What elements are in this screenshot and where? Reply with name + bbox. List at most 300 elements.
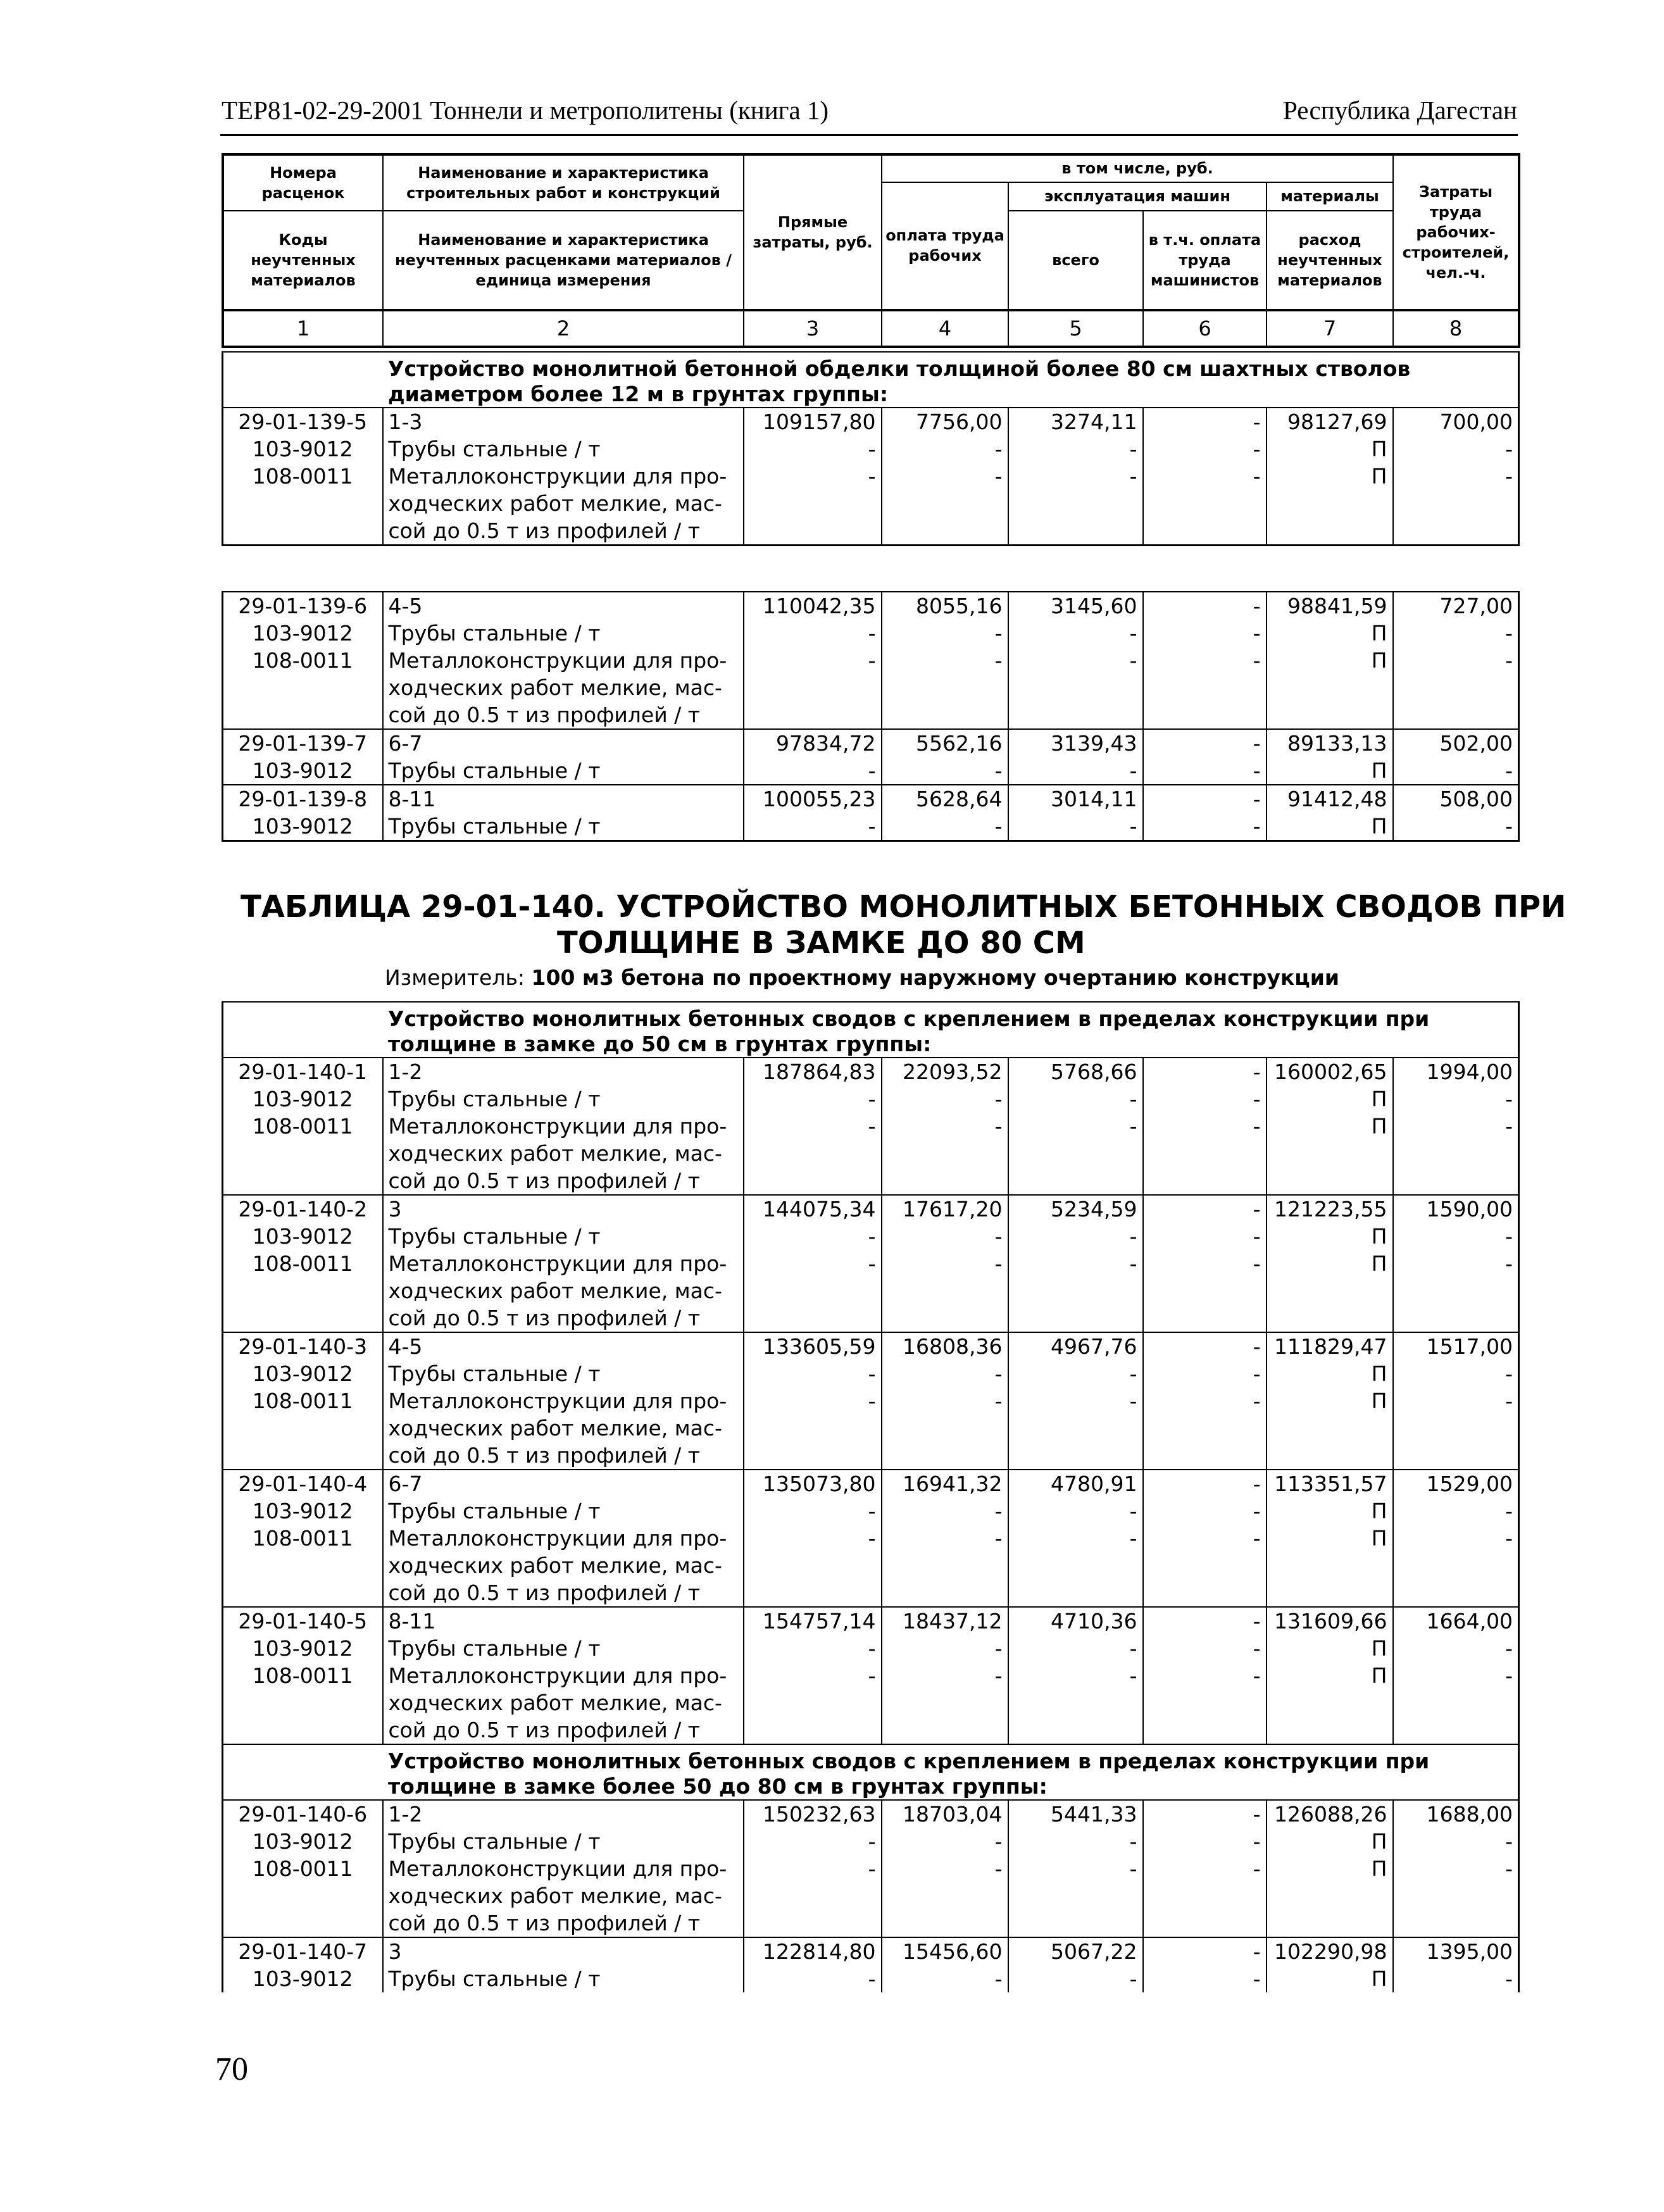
code-cell: 103-9012 (252, 437, 353, 461)
labor-hours-cell: - (1505, 1856, 1513, 1881)
operator-pay-cell: - (1143, 1085, 1267, 1113)
operator-pay-cell: - (1143, 1965, 1267, 1992)
col-number: 8 (1393, 310, 1519, 347)
material-row (223, 1965, 1519, 1992)
labor-hours-cell: 502,00 (1393, 729, 1519, 757)
rate-row (223, 1937, 1519, 1965)
labor-hours-cell: 1395,00 (1393, 1937, 1519, 1965)
col8-header: Затраты труда рабочих-строителей, чел.-ч. (1393, 154, 1519, 310)
direct-cost-cell: - (744, 1223, 882, 1250)
name-cell: Трубы стальные / т (383, 757, 744, 785)
labor-pay-cell: 16941,32 (882, 1470, 1008, 1497)
materials-cell: П (1267, 463, 1393, 546)
labor-hours-cell: 1664,00 (1393, 1607, 1519, 1635)
header-rule (220, 134, 1518, 136)
material-row (223, 1250, 1519, 1332)
name-cell: Металлоконструкции для про- ходческих работ мелкие, мас- сой до 0.5 т из профилей / т (383, 1525, 744, 1607)
labor-hours-cell: - (1505, 1114, 1513, 1139)
rate-row (223, 1195, 1519, 1223)
machines-total-cell: 5768,66 (1008, 1058, 1143, 1085)
section-139-continued-table (222, 591, 1520, 842)
code-cell: 108-0011 (252, 648, 353, 673)
rate-row (223, 729, 1519, 757)
code-cell: 29-01-140-4 (223, 1470, 383, 1497)
materials-cell: П (1267, 1635, 1393, 1662)
materials-cell: 131609,66 (1267, 1607, 1393, 1635)
machines-total-cell: 5441,33 (1008, 1800, 1143, 1828)
name-cell: 1-2 (383, 1058, 744, 1085)
direct-cost-cell: 150232,63 (744, 1800, 882, 1828)
operator-pay-cell: - (1143, 1113, 1267, 1195)
direct-cost-cell: - (744, 1497, 882, 1525)
name-cell: Металлоконструкции для про- ходческих работ мелкие, мас- сой до 0.5 т из профилей / т (383, 463, 744, 546)
operator-pay-cell: - (1143, 757, 1267, 785)
machines-total-cell: 4967,76 (1008, 1332, 1143, 1360)
name-cell: 1-3 (383, 408, 744, 435)
labor-hours-cell: - (1505, 1251, 1513, 1276)
materials-cell: П (1267, 1113, 1393, 1195)
code-cell: 108-0011 (252, 1856, 353, 1881)
machines-total-cell: 4780,91 (1008, 1470, 1143, 1497)
rate-row (223, 1470, 1519, 1497)
labor-hours-cell: - (1505, 1499, 1513, 1523)
material-row (223, 463, 1519, 546)
machines-total-cell: - (1008, 813, 1143, 841)
name-cell: Трубы стальные / т (383, 813, 744, 841)
materials-cell: П (1267, 1525, 1393, 1607)
material-row (223, 1855, 1519, 1937)
operator-pay-cell: - (1143, 729, 1267, 757)
direct-cost-cell: - (744, 757, 882, 785)
name-cell: Трубы стальные / т (383, 1497, 744, 1525)
materials-cell: 98841,59 (1267, 592, 1393, 620)
operator-pay-cell: - (1143, 1937, 1267, 1965)
machines-total-cell: - (1008, 647, 1143, 729)
code-cell: 108-0011 (252, 1114, 353, 1139)
direct-cost-cell: - (744, 435, 882, 463)
material-row (223, 1387, 1519, 1470)
section-139-large-shafts-table (222, 351, 1520, 546)
machines-total-cell: 5067,22 (1008, 1937, 1143, 1965)
labor-pay-cell: 8055,16 (882, 592, 1008, 620)
labor-hours-cell: 727,00 (1393, 592, 1519, 620)
labor-hours-cell: - (1505, 1829, 1513, 1854)
materials-cell: П (1267, 435, 1393, 463)
operator-pay-cell: - (1143, 1635, 1267, 1662)
code-cell: 108-0011 (252, 1389, 353, 1413)
direct-cost-cell: 133605,59 (744, 1332, 882, 1360)
table-140-body (222, 1001, 1520, 1992)
code-cell: 108-0011 (223, 463, 383, 546)
labor-pay-cell: 7756,00 (882, 408, 1008, 435)
operator-pay-cell: - (1143, 813, 1267, 841)
direct-cost-cell: - (744, 1085, 882, 1113)
code-cell: 103-9012 (252, 1966, 353, 1991)
labor-hours-cell: - (1505, 1389, 1513, 1413)
page-number: 70 (215, 2051, 248, 2087)
col-number: 6 (1143, 310, 1267, 347)
material-row (223, 435, 1519, 463)
rate-row (223, 1058, 1519, 1085)
section-heading: Устройство монолитных бетонных сводов с креплением в пределах конструкции при толщине в замке более 50 до 80 см в грунтах группы: (223, 1744, 1519, 1800)
name-cell: Трубы стальные / т (383, 620, 744, 647)
material-row (223, 813, 1519, 841)
direct-cost-cell: - (744, 1828, 882, 1855)
machines-header: эксплуатация машин (1008, 182, 1267, 211)
code-cell: 103-9012 (252, 758, 353, 783)
code-cell: 29-01-139-7 (223, 729, 383, 757)
labor-pay-cell: 18703,04 (882, 1800, 1008, 1828)
machines-total-cell: - (1008, 620, 1143, 647)
machines-total-cell: 3274,11 (1008, 408, 1143, 435)
code-cell: 103-9012 (252, 1361, 353, 1386)
labor-pay-cell: 22093,52 (882, 1058, 1008, 1085)
direct-cost-cell: 109157,80 (744, 408, 882, 435)
materials-cell: П (1267, 1497, 1393, 1525)
machines-total-cell: - (1008, 463, 1143, 546)
name-cell: Трубы стальные / т (383, 1360, 744, 1387)
labor-pay-cell: 5562,16 (882, 729, 1008, 757)
materials-cell: П (1267, 1360, 1393, 1387)
materials-cell: П (1267, 1855, 1393, 1937)
material-row (223, 1113, 1519, 1195)
material-row (223, 757, 1519, 785)
col-number: 5 (1008, 310, 1143, 347)
labor-pay-cell: 5628,64 (882, 785, 1008, 813)
labor-hours-cell: - (1505, 758, 1513, 783)
labor-pay-cell: - (882, 1828, 1008, 1855)
operator-pay-cell: - (1143, 1332, 1267, 1360)
rate-row (223, 1800, 1519, 1828)
labor-pay-cell: 18437,12 (882, 1607, 1008, 1635)
material-row (223, 620, 1519, 647)
name-cell: Трубы стальные / т (383, 1635, 744, 1662)
labor-hours-cell: - (1505, 1361, 1513, 1386)
machines-total-cell: - (1008, 757, 1143, 785)
code-cell: 29-01-140-6 (223, 1800, 383, 1828)
materials-cell: П (1267, 1662, 1393, 1744)
name-cell: Металлоконструкции для про- ходческих работ мелкие, мас- сой до 0.5 т из профилей / т (383, 647, 744, 729)
direct-cost-cell: - (744, 647, 882, 729)
materials-cell: 113351,57 (1267, 1470, 1393, 1497)
col2-bottom-header: Наименование и характеристика неучтенных расценками материалов / единица измерения (383, 211, 744, 310)
operator-pay-cell: - (1143, 408, 1267, 435)
machines-total-cell: 4710,36 (1008, 1607, 1143, 1635)
labor-hours-cell: 508,00 (1393, 785, 1519, 813)
direct-cost-cell: 144075,34 (744, 1195, 882, 1223)
col5-header: всего (1008, 211, 1143, 310)
labor-hours-cell: 1994,00 (1393, 1058, 1519, 1085)
machines-total-cell: - (1008, 1085, 1143, 1113)
name-cell: Трубы стальные / т (383, 1223, 744, 1250)
name-cell: Трубы стальные / т (383, 1085, 744, 1113)
labor-pay-cell: - (882, 1387, 1008, 1470)
rate-row (223, 408, 1519, 435)
labor-pay-cell: - (882, 1360, 1008, 1387)
name-cell: Металлоконструкции для про- ходческих работ мелкие, мас- сой до 0.5 т из профилей / т (383, 1387, 744, 1470)
labor-hours-cell: 1517,00 (1393, 1332, 1519, 1360)
labor-pay-cell: - (882, 647, 1008, 729)
machines-total-cell: - (1008, 1525, 1143, 1607)
name-cell: 8-11 (383, 1607, 744, 1635)
direct-cost-cell: - (744, 463, 882, 546)
machines-total-cell: 3145,60 (1008, 592, 1143, 620)
materials-cell: 102290,98 (1267, 1937, 1393, 1965)
name-cell: 3 (383, 1937, 744, 1965)
materials-cell: 98127,69 (1267, 408, 1393, 435)
col7-header: расход неучтенных материалов (1267, 211, 1393, 310)
material-row (223, 1085, 1519, 1113)
name-cell: 4-5 (383, 592, 744, 620)
direct-cost-cell: 135073,80 (744, 1470, 882, 1497)
materials-cell: 160002,65 (1267, 1058, 1393, 1085)
labor-hours-cell: - (1505, 621, 1513, 646)
operator-pay-cell: - (1143, 1497, 1267, 1525)
materials-header: материалы (1267, 182, 1393, 211)
material-row (223, 1497, 1519, 1525)
code-cell: 103-9012 (252, 1499, 353, 1523)
machines-total-cell: - (1008, 1635, 1143, 1662)
code-cell: 103-9012 (252, 1087, 353, 1111)
col-number: 3 (744, 310, 882, 347)
code-cell: 103-9012 (252, 1224, 353, 1249)
machines-total-cell: - (1008, 1113, 1143, 1195)
machines-total-cell: - (1008, 1387, 1143, 1470)
operator-pay-cell: - (1143, 1607, 1267, 1635)
operator-pay-cell: - (1143, 1387, 1267, 1470)
labor-hours-cell: - (1505, 437, 1513, 461)
direct-cost-cell: 110042,35 (744, 592, 882, 620)
operator-pay-cell: - (1143, 1223, 1267, 1250)
running-header-region: Республика Дагестан (1283, 96, 1517, 125)
direct-cost-cell: 122814,80 (744, 1937, 882, 1965)
col2-top-header: Наименование и характеристика строительных работ и конструкций (383, 154, 744, 211)
direct-cost-cell: - (744, 620, 882, 647)
table-140-title-line2: ТОЛЩИНЕ В ЗАМКЕ ДО 80 СМ (557, 925, 1085, 961)
name-cell: 8-11 (383, 785, 744, 813)
measure-value: 100 м3 бетона по проектному наружному очертанию конструкции (531, 965, 1339, 990)
operator-pay-cell: - (1143, 463, 1267, 546)
materials-cell: 89133,13 (1267, 729, 1393, 757)
name-cell: Трубы стальные / т (383, 1965, 744, 1992)
operator-pay-cell: - (1143, 1470, 1267, 1497)
labor-pay-cell: - (882, 1497, 1008, 1525)
machines-total-cell: - (1008, 1828, 1143, 1855)
labor-pay-cell: - (882, 1662, 1008, 1744)
machines-total-cell: - (1008, 1250, 1143, 1332)
col4-header: оплата труда рабочих (882, 182, 1008, 310)
materials-cell: П (1267, 813, 1393, 841)
code-cell: 29-01-139-6 (223, 592, 383, 620)
machines-total-cell: 5234,59 (1008, 1195, 1143, 1223)
machines-total-cell: 3139,43 (1008, 729, 1143, 757)
machines-total-cell: - (1008, 1855, 1143, 1937)
code-cell: 108-0011 (252, 1663, 353, 1688)
operator-pay-cell: - (1143, 1058, 1267, 1085)
code-cell: 108-0011 (252, 1526, 353, 1551)
materials-cell: 111829,47 (1267, 1332, 1393, 1360)
operator-pay-cell: - (1143, 785, 1267, 813)
measure-label: Измеритель: (385, 965, 525, 990)
labor-hours-cell: 1688,00 (1393, 1800, 1519, 1828)
col-number: 7 (1267, 310, 1393, 347)
materials-cell: 126088,26 (1267, 1800, 1393, 1828)
direct-cost-cell: 154757,14 (744, 1607, 882, 1635)
operator-pay-cell: - (1143, 1525, 1267, 1607)
labor-pay-cell: 17617,20 (882, 1195, 1008, 1223)
name-cell: 4-5 (383, 1332, 744, 1360)
rate-row (223, 592, 1519, 620)
labor-pay-cell: - (882, 1250, 1008, 1332)
machines-total-cell: - (1008, 1965, 1143, 1992)
labor-pay-cell: - (882, 1085, 1008, 1113)
operator-pay-cell: - (1143, 1662, 1267, 1744)
direct-cost-cell: - (744, 1855, 882, 1937)
col3-header: Прямые затраты, руб. (744, 154, 882, 310)
direct-cost-cell: - (744, 1965, 882, 1992)
labor-pay-cell: - (882, 757, 1008, 785)
material-row (223, 647, 1519, 729)
operator-pay-cell: - (1143, 435, 1267, 463)
labor-hours-cell: - (1505, 1224, 1513, 1249)
labor-pay-cell: - (882, 1525, 1008, 1607)
direct-cost-cell: - (744, 1113, 882, 1195)
materials-cell: П (1267, 1085, 1393, 1113)
direct-cost-cell: - (744, 1525, 882, 1607)
rate-row (223, 1607, 1519, 1635)
table-140-title-line1: ТАБЛИЦА 29-01-140. УСТРОЙСТВО МОНОЛИТНЫХ БЕТОННЫХ СВОДОВ ПРИ (241, 889, 1567, 925)
operator-pay-cell: - (1143, 1800, 1267, 1828)
code-cell: 29-01-140-2 (223, 1195, 383, 1223)
labor-pay-cell: - (882, 435, 1008, 463)
machines-total-cell: 3014,11 (1008, 785, 1143, 813)
material-row (223, 1525, 1519, 1607)
section-heading: Устройство монолитной бетонной обделки толщиной более 80 см шахтных стволов диаметром более 12 м в грунтах группы: (223, 352, 1519, 408)
col-number: 4 (882, 310, 1008, 347)
machines-total-cell: - (1008, 1497, 1143, 1525)
materials-cell: П (1267, 1965, 1393, 1992)
operator-pay-cell: - (1143, 1250, 1267, 1332)
labor-hours-cell: - (1505, 1526, 1513, 1551)
machines-total-cell: - (1008, 435, 1143, 463)
code-cell: 29-01-140-5 (223, 1607, 383, 1635)
labor-hours-cell: 1590,00 (1393, 1195, 1519, 1223)
labor-hours-cell: - (1505, 1636, 1513, 1661)
name-cell: 6-7 (383, 729, 744, 757)
labor-hours-cell: - (1393, 463, 1519, 546)
col-number: 1 (223, 310, 383, 347)
materials-cell: 121223,55 (1267, 1195, 1393, 1223)
col-number: 2 (383, 310, 744, 347)
operator-pay-cell: - (1143, 1195, 1267, 1223)
materials-cell: П (1267, 647, 1393, 729)
labor-hours-cell: 700,00 (1393, 408, 1519, 435)
labor-pay-cell: - (882, 1113, 1008, 1195)
labor-hours-cell: - (1393, 813, 1519, 841)
code-cell: 29-01-140-7 (223, 1937, 383, 1965)
material-row (223, 1662, 1519, 1744)
column-header-table (222, 153, 1520, 348)
rate-row (223, 785, 1519, 813)
code-cell: 103-9012 (223, 813, 383, 841)
including-header: в том числе, руб. (882, 154, 1393, 182)
section-heading: Устройство монолитных бетонных сводов с креплением в пределах конструкции при толщине в замке до 50 см в грунтах группы: (223, 1002, 1519, 1058)
code-cell: 103-9012 (252, 621, 353, 646)
code-cell: 29-01-140-3 (223, 1332, 383, 1360)
name-cell: Трубы стальные / т (383, 1828, 744, 1855)
labor-pay-cell: - (882, 813, 1008, 841)
operator-pay-cell: - (1143, 1828, 1267, 1855)
operator-pay-cell: - (1143, 1360, 1267, 1387)
direct-cost-cell: - (744, 1250, 882, 1332)
material-row (223, 1223, 1519, 1250)
materials-cell: П (1267, 1828, 1393, 1855)
name-cell: 6-7 (383, 1470, 744, 1497)
machines-total-cell: - (1008, 1360, 1143, 1387)
running-header-title: ТЕР81-02-29-2001 Тоннели и метрополитены (книга 1) (222, 96, 829, 125)
direct-cost-cell: 97834,72 (744, 729, 882, 757)
measure-unit (385, 965, 1339, 990)
name-cell: 1-2 (383, 1800, 744, 1828)
code-cell: 108-0011 (252, 1251, 353, 1276)
operator-pay-cell: - (1143, 592, 1267, 620)
materials-cell: П (1267, 757, 1393, 785)
operator-pay-cell: - (1143, 647, 1267, 729)
col1-bottom-header: Коды неучтенных материалов (223, 211, 383, 310)
labor-pay-cell: 16808,36 (882, 1332, 1008, 1360)
labor-hours-cell: - (1505, 1663, 1513, 1688)
direct-cost-cell: 187864,83 (744, 1058, 882, 1085)
name-cell: Металлоконструкции для про- ходческих работ мелкие, мас- сой до 0.5 т из профилей / т (383, 1855, 744, 1937)
machines-total-cell: - (1008, 1662, 1143, 1744)
name-cell: Трубы стальные / т (383, 435, 744, 463)
material-row (223, 1360, 1519, 1387)
labor-hours-cell: - (1505, 1966, 1513, 1991)
operator-pay-cell: - (1143, 1855, 1267, 1937)
direct-cost-cell: - (744, 1662, 882, 1744)
name-cell: Металлоконструкции для про- ходческих работ мелкие, мас- сой до 0.5 т из профилей / т (383, 1662, 744, 1744)
col1-top-header: Номера расценок (223, 154, 383, 211)
direct-cost-cell: - (744, 813, 882, 841)
direct-cost-cell: - (744, 1635, 882, 1662)
materials-cell: П (1267, 1387, 1393, 1470)
table-140-title (241, 889, 1566, 961)
labor-pay-cell: - (882, 620, 1008, 647)
rate-row (223, 1332, 1519, 1360)
code-cell: 29-01-140-1 (223, 1058, 383, 1085)
direct-cost-cell: - (744, 1360, 882, 1387)
operator-pay-cell: - (1143, 620, 1267, 647)
labor-pay-cell: 15456,60 (882, 1937, 1008, 1965)
labor-pay-cell: - (882, 1965, 1008, 1992)
materials-cell: П (1267, 1223, 1393, 1250)
machines-total-cell: - (1008, 1223, 1143, 1250)
labor-pay-cell: - (882, 463, 1008, 546)
material-row (223, 1828, 1519, 1855)
labor-hours-cell: 1529,00 (1393, 1470, 1519, 1497)
labor-hours-cell: - (1505, 1087, 1513, 1111)
code-cell: 103-9012 (252, 1636, 353, 1661)
code-cell: 103-9012 (252, 1829, 353, 1854)
material-row (223, 1635, 1519, 1662)
materials-cell: П (1267, 1250, 1393, 1332)
name-cell: Металлоконструкции для про- ходческих работ мелкие, мас- сой до 0.5 т из профилей / т (383, 1250, 744, 1332)
labor-pay-cell: - (882, 1635, 1008, 1662)
labor-hours-cell: - (1505, 648, 1513, 673)
labor-pay-cell: - (882, 1855, 1008, 1937)
materials-cell: П (1267, 620, 1393, 647)
code-cell: 29-01-139-8 (223, 785, 383, 813)
